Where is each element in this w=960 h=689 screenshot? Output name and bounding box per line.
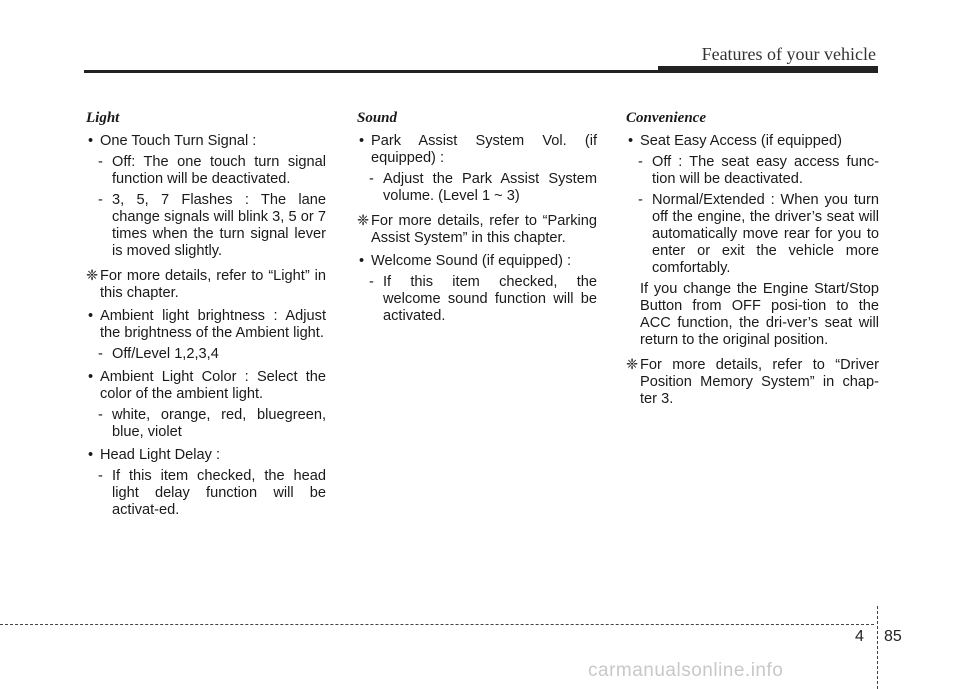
footer-divider: [877, 606, 878, 689]
dash-marker: -: [638, 154, 643, 170]
dash-marker: -: [98, 468, 103, 484]
sub-item-text: 3, 5, 7 Flashes : The lane change signals will blink 3, 5 or 7 times when the turn signal lever is moved slightly.: [112, 192, 326, 259]
page-number: 85: [884, 628, 902, 645]
bullet-head-light-delay: • Head Light Delay :: [86, 447, 326, 464]
watermark: carmanualsonline.info: [588, 660, 784, 681]
section-title-convenience: Convenience: [626, 110, 706, 126]
chapter-number: 4: [855, 628, 864, 645]
note-mark-icon: ❈: [626, 357, 639, 373]
bullet-ambient-color: • Ambient Light Color : Select the color of the ambient light.: [86, 369, 326, 403]
sub-item-welcome-sound: [357, 274, 597, 325]
bullet-ambient-brightness: • Ambient light brightness : Adjust the brightness of the Ambient light.: [86, 308, 326, 342]
header-title: Features of your vehicle: [701, 44, 876, 64]
sub-item-off: [86, 154, 326, 188]
bullet-seat-easy-access: • Seat Easy Access (if equipped): [626, 133, 879, 150]
header-rule: [84, 70, 878, 73]
dash-marker: -: [369, 171, 374, 187]
section-title-light: Light: [86, 110, 120, 126]
sub-item-seat-off: [626, 154, 879, 188]
bullet-park-assist-volume: • Park Assist System Vol. (if equipped) :: [357, 133, 597, 167]
sub-item-text: white, orange, red, bluegreen, blue, violet: [112, 407, 326, 440]
sub-item-text: Normal/Extended : When you turn off the engine, the driver’s seat will automatically move rear for you to enter or exit the vehicle more comfortably.: [652, 192, 879, 276]
sub-item-levels: [86, 346, 326, 363]
note-text: For more details, refer to “Light” in this chapter.: [100, 268, 326, 301]
note-text: For more details, refer to “Parking Assist System” in this chapter.: [371, 213, 597, 246]
column-convenience: [626, 110, 879, 408]
dash-marker: -: [369, 274, 374, 290]
sub-item-flashes: [86, 192, 326, 260]
note-text: For more details, refer to “Driver Position Memory System” in chap-ter 3.: [640, 357, 879, 407]
note-sound: [357, 213, 597, 247]
bullet-welcome-sound: • Welcome Sound (if equipped) :: [357, 253, 597, 270]
paragraph-engine-start: If you change the Engine Start/Stop Button from OFF posi-tion to the ACC function, the dri-ver’s seat will return to the original position.: [640, 281, 879, 348]
dash-marker: -: [98, 407, 103, 423]
sub-item-head-light: [86, 468, 326, 519]
sub-item-seat-normal: [626, 192, 879, 277]
dash-marker: -: [98, 346, 103, 362]
dash-marker: -: [98, 192, 103, 208]
sub-item-park-assist: [357, 171, 597, 205]
section-title-sound: Sound: [357, 110, 398, 126]
dash-marker: -: [638, 192, 643, 208]
sub-item-text: Adjust the Park Assist System volume. (Level 1 ~ 3): [383, 171, 597, 204]
note-mark-icon: ❈: [86, 268, 99, 284]
sub-item-text: If this item checked, the head light delay function will be activat-ed.: [112, 468, 326, 518]
sub-item-text: Off: The one touch turn signal function will be deactivated.: [112, 154, 326, 187]
sub-item-colors: [86, 407, 326, 441]
note-convenience: [626, 357, 879, 408]
dash-marker: -: [98, 154, 103, 170]
note-light: [86, 268, 326, 302]
footer-rule: [0, 624, 874, 625]
bullet-one-touch-turn-signal: • One Touch Turn Signal :: [86, 133, 326, 150]
column-sound: [357, 110, 597, 325]
column-light: [86, 110, 326, 519]
sub-item-text: Off/Level 1,2,3,4: [112, 346, 219, 362]
sub-item-text: Off : The seat easy access func-tion will be deactivated.: [652, 154, 879, 187]
sub-item-text: If this item checked, the welcome sound function will be activated.: [383, 274, 597, 324]
note-mark-icon: ❈: [357, 213, 370, 229]
